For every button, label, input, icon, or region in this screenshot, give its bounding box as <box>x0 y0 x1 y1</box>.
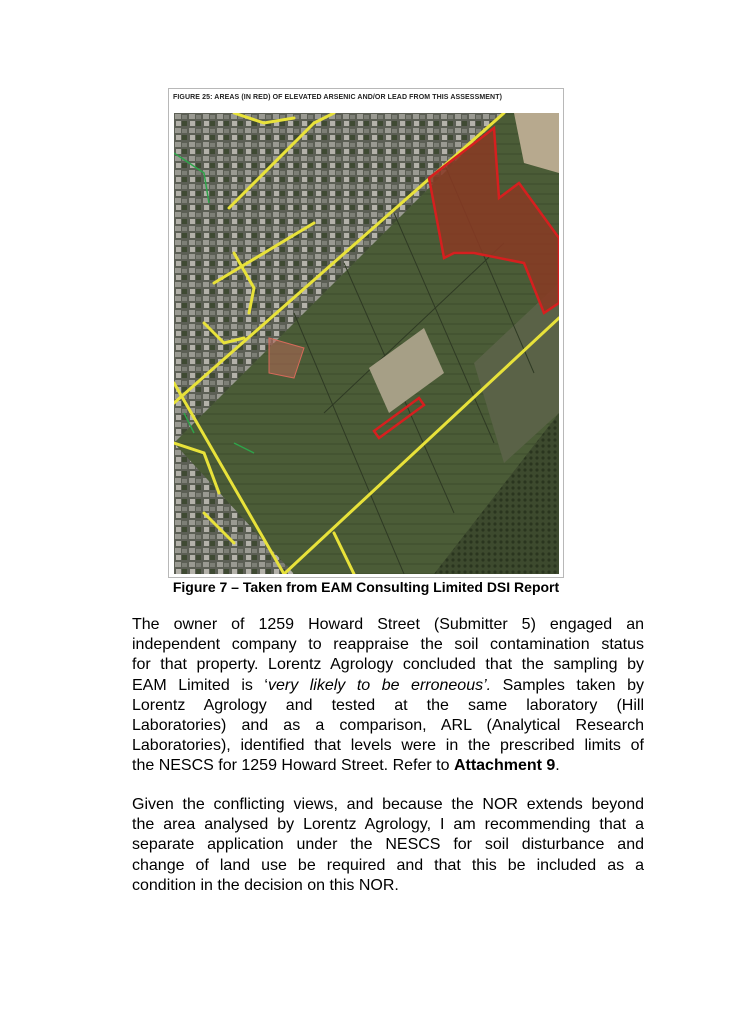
text-line: Laboratories), identified that levels were in the prescribed limits of <box>132 737 644 755</box>
aerial-map <box>174 113 559 574</box>
text-line-mixed <box>132 756 644 776</box>
text-line: Laboratories) and as a comparison, ARL (Analytical Research <box>132 717 644 735</box>
figure-caption: Figure 7 – Taken from EAM Consulting Limited DSI Report <box>172 579 560 595</box>
quoted-phrase: very likely to be erroneous’. <box>267 676 492 694</box>
attachment-reference: Attachment 9 <box>453 757 556 775</box>
text-segment: . <box>555 757 560 775</box>
figure-frame <box>168 88 564 578</box>
text-line: The owner of 1259 Howard Street (Submitter 5) engaged an <box>132 616 644 633</box>
text-line: separate application under the NESCS for soil disturbance and <box>132 836 644 854</box>
text-line: Lorentz Agrology and tested at the same laboratory (Hill <box>132 696 644 714</box>
text-line: the area analysed by Lorentz Agrology, I am recommending that a <box>132 816 644 834</box>
text-line: Given the conflicting views, and because the NOR extends beyond <box>132 796 644 813</box>
text-line: for that property. Lorentz Agrology concluded that the sampling by <box>132 656 644 674</box>
text-segment: Samples taken by <box>491 676 644 694</box>
paragraph-2 <box>132 795 644 896</box>
text-segment: the NESCS for 1259 Howard Street. Refer to <box>132 757 454 775</box>
text-segment: EAM Limited is ‘ <box>132 676 268 694</box>
map-title: FIGURE 25: AREAS (IN RED) OF ELEVATED ARSENIC AND/OR LEAD FROM THIS ASSESSMENT) <box>173 94 503 101</box>
aerial-map-graphic <box>174 113 559 574</box>
text-line-mixed <box>132 676 644 696</box>
text-line: condition in the decision on this NOR. <box>132 876 399 894</box>
text-line: change of land use be required and that this be included as a <box>132 856 644 874</box>
text-line: independent company to reappraise the soil contamination status <box>132 636 644 654</box>
paragraph-1 <box>132 615 644 777</box>
